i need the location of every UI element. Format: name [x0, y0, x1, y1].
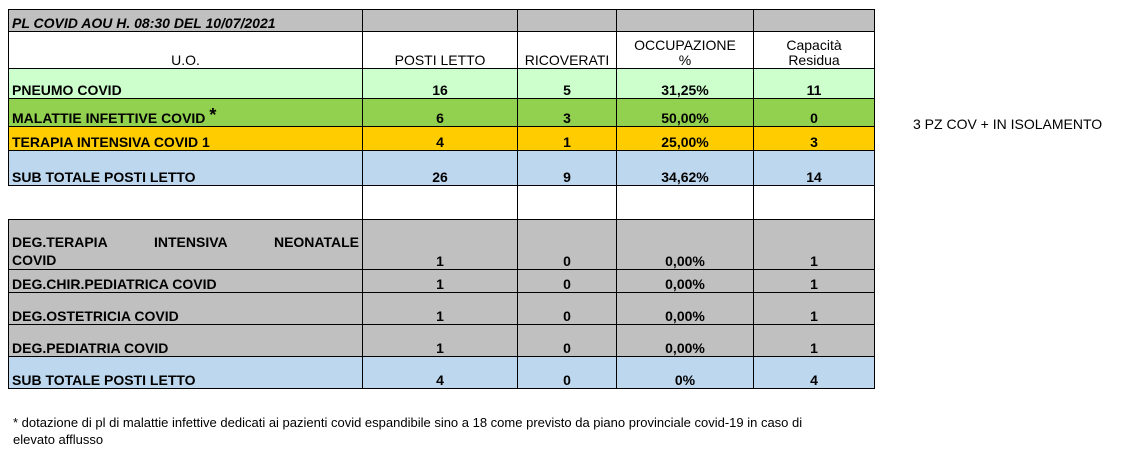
ricoverati-value: 0 — [518, 220, 617, 270]
occupazione-value: 0,00% — [617, 270, 754, 293]
header-uo: U.O. — [9, 32, 363, 69]
uo-label: DEG.OSTETRICIA COVID — [9, 293, 363, 325]
occupazione-value: 0% — [617, 357, 754, 389]
footnote: * dotazione di pl di malattie infettive dedicati ai pazienti covid espandibile sino a 18 come previsto da piano provinciale covid-19 in caso di elevato afflusso — [13, 415, 803, 447]
table-row — [9, 293, 875, 325]
occupazione-value: 31,25% — [617, 69, 754, 99]
occupazione-value: 34,62% — [617, 151, 754, 186]
capacita-residua-value: 1 — [754, 325, 875, 357]
title-row — [9, 10, 875, 32]
header-capacita-residua: Capacità Residua — [754, 32, 875, 69]
posti-letto-value: 1 — [363, 293, 518, 325]
uo-label: DEG.TERAPIA INTENSIVA NEONATALE COVID — [9, 220, 363, 270]
uo-label: DEG.CHIR.PEDIATRICA COVID — [9, 270, 363, 293]
ricoverati-value: 0 — [518, 325, 617, 357]
posti-letto-value: 1 — [363, 220, 518, 270]
occupazione-value: 50,00% — [617, 99, 754, 127]
uo-label: PNEUMO COVID — [9, 69, 363, 99]
table-row — [9, 69, 875, 99]
table-row — [9, 99, 875, 127]
occupazione-value: 25,00% — [617, 127, 754, 151]
subtotal-label: SUB TOTALE POSTI LETTO — [9, 151, 363, 186]
table-row — [9, 127, 875, 151]
ricoverati-value: 0 — [518, 293, 617, 325]
uo-label: DEG.PEDIATRIA COVID — [9, 325, 363, 357]
ricoverati-value: 1 — [518, 127, 617, 151]
header-posti-letto: POSTI LETTO — [363, 32, 518, 69]
occupazione-value: 0,00% — [617, 325, 754, 357]
side-note: 3 PZ COV + IN ISOLAMENTO — [913, 116, 1103, 132]
ricoverati-value: 0 — [518, 270, 617, 293]
posti-letto-value: 4 — [363, 357, 518, 389]
occupazione-value: 0,00% — [617, 220, 754, 270]
capacita-residua-value: 1 — [754, 293, 875, 325]
spacer-row — [9, 186, 875, 220]
header-ricoverati: RICOVERATI — [518, 32, 617, 69]
posti-letto-value: 1 — [363, 270, 518, 293]
uo-label: TERAPIA INTENSIVA COVID 1 — [9, 127, 363, 151]
posti-letto-value: 6 — [363, 99, 518, 127]
occupazione-value: 0,00% — [617, 293, 754, 325]
capacita-residua-value: 1 — [754, 270, 875, 293]
header-occupazione: OCCUPAZIONE % — [617, 32, 754, 69]
ricoverati-value: 0 — [518, 357, 617, 389]
posti-letto-value: 16 — [363, 69, 518, 99]
ricoverati-value: 3 — [518, 99, 617, 127]
capacita-residua-value: 1 — [754, 220, 875, 270]
bed-occupancy-table — [8, 9, 875, 389]
capacita-residua-value: 14 — [754, 151, 875, 186]
subtotal-row — [9, 151, 875, 186]
capacita-residua-value: 11 — [754, 69, 875, 99]
table-row — [9, 270, 875, 293]
ricoverati-value: 5 — [518, 69, 617, 99]
table-title: PL COVID AOU H. 08:30 DEL 10/07/2021 — [9, 10, 363, 32]
posti-letto-value: 26 — [363, 151, 518, 186]
subtotal-row — [9, 357, 875, 389]
subtotal-label: SUB TOTALE POSTI LETTO — [9, 357, 363, 389]
table-row — [9, 325, 875, 357]
table-row — [9, 220, 875, 270]
posti-letto-value: 4 — [363, 127, 518, 151]
capacita-residua-value: 3 — [754, 127, 875, 151]
uo-label: MALATTIE INFETTIVE COVID * — [9, 99, 363, 127]
ricoverati-value: 9 — [518, 151, 617, 186]
posti-letto-value: 1 — [363, 325, 518, 357]
capacita-residua-value: 4 — [754, 357, 875, 389]
header-row — [9, 32, 875, 69]
footnote-marker: * — [209, 105, 217, 125]
capacita-residua-value: 0 — [754, 99, 875, 127]
